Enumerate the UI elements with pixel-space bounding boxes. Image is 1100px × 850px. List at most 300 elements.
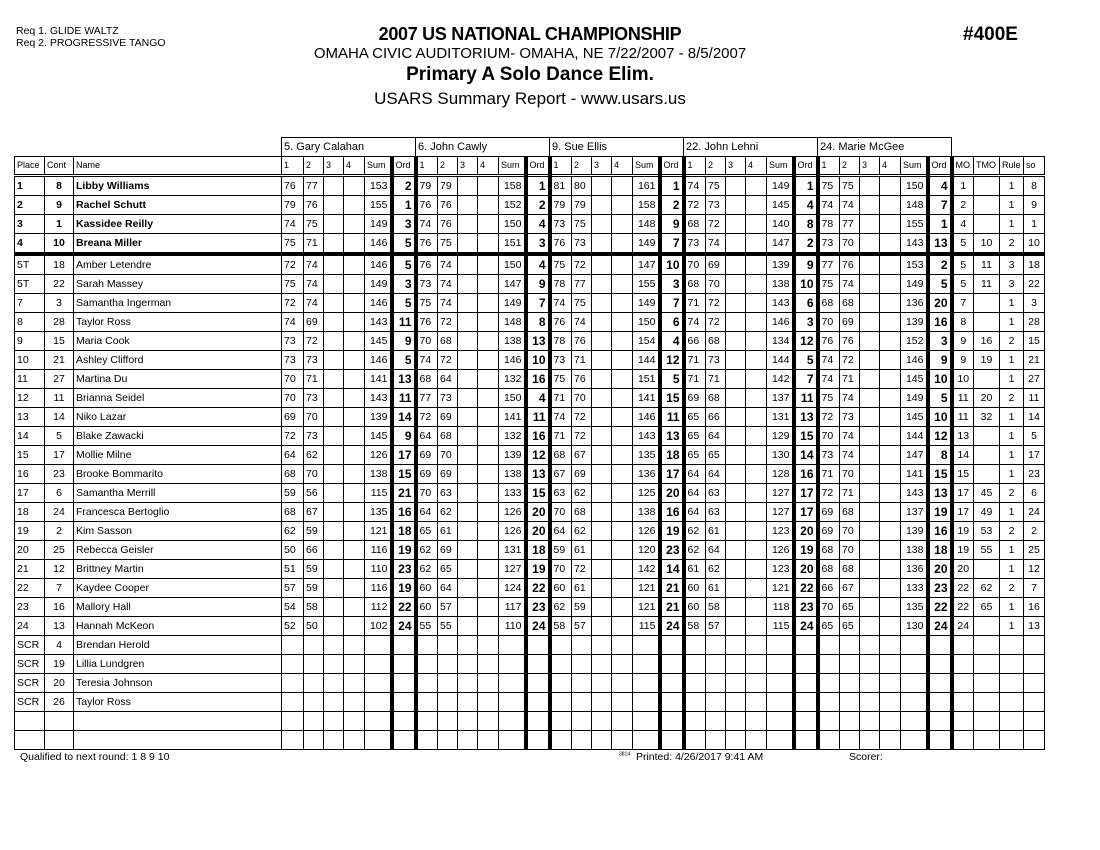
ordinal-cell <box>928 655 952 674</box>
score-cell: 71 <box>304 370 324 389</box>
cont-cell: 26 <box>45 693 74 712</box>
score-cell: 74 <box>840 389 860 408</box>
score-cell <box>746 731 767 750</box>
sum-cell: 131 <box>767 408 794 427</box>
table-row <box>15 215 1045 234</box>
score-cell <box>612 332 633 351</box>
event-name: Primary A Solo Dance Elim. <box>406 64 654 85</box>
place-cell: 16 <box>15 465 45 484</box>
score-cell <box>726 674 746 693</box>
ordinal-cell: 15 <box>526 484 550 503</box>
score-cell <box>438 636 458 655</box>
score-cell <box>416 712 438 731</box>
so-cell: 14 <box>1024 408 1045 427</box>
score-cell <box>344 465 365 484</box>
score-cell <box>746 560 767 579</box>
score-cell: 69 <box>438 408 458 427</box>
scorer-label: Scorer: <box>849 751 883 763</box>
score-cell <box>840 655 860 674</box>
score-cell: 76 <box>572 370 592 389</box>
place-cell: 21 <box>15 560 45 579</box>
sum-cell: 145 <box>365 427 392 446</box>
cont-cell: 4 <box>45 636 74 655</box>
score-cell <box>478 541 499 560</box>
report-subtitle: USARS Summary Report - www.usars.us <box>374 89 686 108</box>
rule-cell: 1 <box>1000 196 1024 215</box>
score-cell <box>282 712 304 731</box>
score-cell <box>324 370 344 389</box>
score-cell <box>458 370 478 389</box>
score-cell: 62 <box>572 484 592 503</box>
score-cell <box>324 503 344 522</box>
score-cell <box>726 731 746 750</box>
sum-cell: 155 <box>365 196 392 215</box>
score-cell: 69 <box>818 522 840 541</box>
ordinal-cell: 10 <box>928 370 952 389</box>
col-judge-sum: Sum <box>365 157 392 176</box>
name-cell: Samantha Ingerman <box>74 294 282 313</box>
score-cell <box>880 370 901 389</box>
sum-cell: 124 <box>499 579 526 598</box>
ordinal-cell <box>526 674 550 693</box>
score-cell <box>344 636 365 655</box>
score-cell: 54 <box>282 598 304 617</box>
mo-cell: 8 <box>952 313 974 332</box>
score-cell <box>684 655 706 674</box>
sum-cell <box>365 731 392 750</box>
score-cell <box>416 731 438 750</box>
col-judge-4: 4 <box>344 157 365 176</box>
sum-cell: 131 <box>499 541 526 560</box>
sum-cell <box>633 674 660 693</box>
ordinal-cell: 2 <box>928 254 952 275</box>
score-cell: 75 <box>416 294 438 313</box>
score-cell <box>344 389 365 408</box>
ordinal-cell: 11 <box>526 408 550 427</box>
score-cell <box>818 636 840 655</box>
sum-cell: 127 <box>499 560 526 579</box>
score-cell <box>592 598 612 617</box>
sum-cell: 150 <box>499 389 526 408</box>
score-cell <box>612 389 633 408</box>
sum-cell <box>901 674 928 693</box>
ordinal-cell: 18 <box>526 541 550 560</box>
mo-cell: 9 <box>952 351 974 370</box>
name-cell: Ashley Clifford <box>74 351 282 370</box>
sum-cell: 140 <box>767 215 794 234</box>
score-cell <box>818 674 840 693</box>
col-judge-1: 1 <box>684 157 706 176</box>
score-cell: 59 <box>304 579 324 598</box>
score-cell: 68 <box>840 294 860 313</box>
score-cell: 64 <box>706 541 726 560</box>
score-cell: 73 <box>818 234 840 255</box>
score-cell: 70 <box>840 541 860 560</box>
judge-name: 9. Sue Ellis <box>550 138 684 157</box>
score-cell <box>706 693 726 712</box>
sum-cell: 149 <box>901 275 928 294</box>
score-cell: 69 <box>706 254 726 275</box>
cont-cell: 22 <box>45 275 74 294</box>
score-cell <box>612 484 633 503</box>
score-cell <box>612 636 633 655</box>
score-cell <box>550 712 572 731</box>
sum-cell: 135 <box>633 446 660 465</box>
score-cell <box>592 254 612 275</box>
rule-cell: 2 <box>1000 234 1024 255</box>
score-cell: 58 <box>550 617 572 636</box>
score-cell <box>880 389 901 408</box>
col-judge-1: 1 <box>550 157 572 176</box>
ordinal-cell: 2 <box>794 234 818 255</box>
score-cell <box>282 636 304 655</box>
sum-cell: 121 <box>633 579 660 598</box>
col-judge-2: 2 <box>572 157 592 176</box>
score-cell <box>726 636 746 655</box>
score-cell <box>726 196 746 215</box>
score-cell <box>478 636 499 655</box>
score-cell: 66 <box>818 579 840 598</box>
score-cell: 69 <box>818 503 840 522</box>
score-cell <box>612 196 633 215</box>
ordinal-cell: 24 <box>660 617 684 636</box>
mo-cell: 19 <box>952 541 974 560</box>
sum-cell: 112 <box>365 598 392 617</box>
ordinal-cell: 22 <box>392 598 416 617</box>
sum-cell <box>499 712 526 731</box>
sum-cell: 136 <box>633 465 660 484</box>
score-cell <box>438 731 458 750</box>
place-cell: 1 <box>15 176 45 196</box>
sum-cell: 154 <box>633 332 660 351</box>
judge-name: 22. John Lehni <box>684 138 818 157</box>
mo-cell: 22 <box>952 579 974 598</box>
name-cell: Mollie Milne <box>74 446 282 465</box>
score-cell <box>324 275 344 294</box>
score-cell <box>344 503 365 522</box>
score-cell <box>612 579 633 598</box>
rule-cell <box>1000 636 1024 655</box>
sum-cell: 146 <box>365 234 392 255</box>
ordinal-cell <box>526 655 550 674</box>
tmo-cell <box>974 313 1000 332</box>
tmo-cell: 11 <box>974 254 1000 275</box>
so-cell: 24 <box>1024 503 1045 522</box>
score-cell <box>324 196 344 215</box>
score-cell: 75 <box>818 176 840 196</box>
score-cell <box>880 313 901 332</box>
score-cell <box>458 313 478 332</box>
score-cell: 64 <box>282 446 304 465</box>
score-cell <box>478 351 499 370</box>
mo-cell <box>952 636 974 655</box>
score-cell: 68 <box>572 503 592 522</box>
score-cell: 68 <box>840 560 860 579</box>
score-cell: 62 <box>416 541 438 560</box>
rule-cell: 2 <box>1000 484 1024 503</box>
score-cell <box>344 370 365 389</box>
sum-cell: 147 <box>633 254 660 275</box>
score-cell <box>860 234 880 255</box>
score-cell: 65 <box>840 617 860 636</box>
score-cell <box>344 484 365 503</box>
score-cell: 77 <box>840 215 860 234</box>
score-cell: 62 <box>438 503 458 522</box>
table-row <box>15 731 1045 750</box>
score-cell <box>416 693 438 712</box>
results-table <box>14 137 1045 750</box>
score-cell <box>344 446 365 465</box>
name-cell: Samantha Merrill <box>74 484 282 503</box>
sum-cell: 145 <box>767 196 794 215</box>
score-cell <box>726 370 746 389</box>
score-cell: 68 <box>550 446 572 465</box>
score-cell: 73 <box>304 351 324 370</box>
score-cell <box>726 712 746 731</box>
score-cell: 74 <box>818 351 840 370</box>
name-cell: Libby Williams <box>74 176 282 196</box>
score-cell: 77 <box>818 254 840 275</box>
so-cell: 23 <box>1024 465 1045 484</box>
score-cell <box>746 636 767 655</box>
ordinal-cell: 24 <box>392 617 416 636</box>
score-cell <box>458 541 478 560</box>
score-cell <box>324 579 344 598</box>
ordinal-cell: 16 <box>794 465 818 484</box>
table-row <box>15 636 1045 655</box>
sum-cell: 144 <box>767 351 794 370</box>
cont-cell: 18 <box>45 254 74 275</box>
score-cell: 63 <box>706 484 726 503</box>
score-cell <box>324 693 344 712</box>
table-row <box>15 427 1045 446</box>
score-cell: 62 <box>550 598 572 617</box>
place-cell: 5T <box>15 275 45 294</box>
so-cell: 7 <box>1024 579 1045 598</box>
sum-cell: 142 <box>767 370 794 389</box>
score-cell: 74 <box>818 370 840 389</box>
sum-cell: 146 <box>633 408 660 427</box>
score-cell <box>344 674 365 693</box>
cont-cell: 14 <box>45 408 74 427</box>
ordinal-cell <box>660 731 684 750</box>
ordinal-cell: 24 <box>526 617 550 636</box>
ordinal-cell: 4 <box>928 176 952 196</box>
rule-cell: 1 <box>1000 427 1024 446</box>
score-cell <box>880 196 901 215</box>
tmo-cell <box>974 636 1000 655</box>
score-cell: 68 <box>818 294 840 313</box>
score-cell: 70 <box>572 389 592 408</box>
place-cell: 13 <box>15 408 45 427</box>
cont-cell: 21 <box>45 351 74 370</box>
sum-cell: 155 <box>901 215 928 234</box>
score-cell <box>324 408 344 427</box>
sum-cell: 147 <box>901 446 928 465</box>
score-cell <box>880 579 901 598</box>
cont-cell: 27 <box>45 370 74 389</box>
score-cell: 70 <box>706 275 726 294</box>
score-cell <box>706 655 726 674</box>
mo-cell: 22 <box>952 598 974 617</box>
score-cell: 61 <box>706 579 726 598</box>
place-cell <box>15 712 45 731</box>
score-cell <box>550 636 572 655</box>
ordinal-cell: 19 <box>526 560 550 579</box>
ordinal-cell <box>794 693 818 712</box>
name-cell: Kim Sasson <box>74 522 282 541</box>
rule-cell: 1 <box>1000 176 1024 196</box>
score-cell <box>726 693 746 712</box>
score-cell <box>344 712 365 731</box>
cont-cell: 1 <box>45 215 74 234</box>
ordinal-cell: 6 <box>660 313 684 332</box>
score-cell: 76 <box>572 332 592 351</box>
score-cell <box>344 408 365 427</box>
place-cell: SCR <box>15 636 45 655</box>
score-cell: 75 <box>282 275 304 294</box>
so-cell: 6 <box>1024 484 1045 503</box>
score-cell <box>478 674 499 693</box>
score-cell: 65 <box>416 522 438 541</box>
ordinal-cell: 4 <box>526 215 550 234</box>
ordinal-cell: 10 <box>526 351 550 370</box>
ordinal-cell: 15 <box>928 465 952 484</box>
ordinal-cell: 20 <box>928 560 952 579</box>
score-cell <box>458 254 478 275</box>
score-cell <box>572 731 592 750</box>
col-place: Place <box>15 157 45 176</box>
sum-cell: 145 <box>901 408 928 427</box>
ordinal-cell: 15 <box>794 427 818 446</box>
col-judge-ord: Ord <box>526 157 550 176</box>
score-cell: 61 <box>684 560 706 579</box>
so-cell <box>1024 636 1045 655</box>
score-cell: 57 <box>282 579 304 598</box>
score-cell: 68 <box>438 427 458 446</box>
score-cell: 69 <box>304 313 324 332</box>
score-cell <box>592 313 612 332</box>
score-cell: 66 <box>706 408 726 427</box>
score-cell: 73 <box>572 234 592 255</box>
ordinal-cell: 9 <box>794 254 818 275</box>
mo-cell: 13 <box>952 427 974 446</box>
score-cell <box>592 427 612 446</box>
mo-cell <box>952 712 974 731</box>
col-tmo: TMO <box>974 157 1000 176</box>
ordinal-cell: 10 <box>660 254 684 275</box>
mo-cell: 14 <box>952 446 974 465</box>
ordinal-cell: 24 <box>928 617 952 636</box>
ordinal-cell <box>392 712 416 731</box>
score-cell <box>612 427 633 446</box>
score-cell <box>818 712 840 731</box>
mo-cell: 19 <box>952 522 974 541</box>
score-cell: 75 <box>550 254 572 275</box>
score-cell <box>458 294 478 313</box>
ordinal-cell: 2 <box>526 196 550 215</box>
score-cell <box>344 598 365 617</box>
score-cell: 60 <box>416 579 438 598</box>
score-cell: 76 <box>550 313 572 332</box>
sum-cell: 127 <box>767 484 794 503</box>
so-cell <box>1024 693 1045 712</box>
sum-cell <box>901 712 928 731</box>
score-cell <box>746 389 767 408</box>
score-cell <box>746 598 767 617</box>
score-cell: 68 <box>416 370 438 389</box>
sum-cell: 102 <box>365 617 392 636</box>
col-judge-ord: Ord <box>660 157 684 176</box>
score-cell <box>860 332 880 351</box>
score-cell: 72 <box>706 294 726 313</box>
score-cell <box>818 731 840 750</box>
mo-cell <box>952 731 974 750</box>
score-cell <box>592 541 612 560</box>
score-cell: 69 <box>684 389 706 408</box>
col-judge-ord: Ord <box>794 157 818 176</box>
score-cell <box>726 215 746 234</box>
score-cell <box>344 332 365 351</box>
score-cell <box>478 408 499 427</box>
score-cell: 70 <box>282 370 304 389</box>
mo-cell: 17 <box>952 503 974 522</box>
score-cell <box>726 427 746 446</box>
score-cell <box>592 234 612 255</box>
place-cell: 24 <box>15 617 45 636</box>
score-cell: 72 <box>282 427 304 446</box>
score-cell: 66 <box>304 541 324 560</box>
score-cell <box>550 693 572 712</box>
score-cell: 59 <box>282 484 304 503</box>
score-cell <box>324 560 344 579</box>
col-judge-3: 3 <box>592 157 612 176</box>
place-cell: 17 <box>15 484 45 503</box>
sum-cell <box>365 693 392 712</box>
score-cell <box>592 446 612 465</box>
score-cell: 52 <box>282 617 304 636</box>
sum-cell: 143 <box>633 427 660 446</box>
sum-cell <box>767 712 794 731</box>
col-judge-2: 2 <box>438 157 458 176</box>
score-cell <box>880 674 901 693</box>
score-cell <box>324 446 344 465</box>
mo-cell: 5 <box>952 275 974 294</box>
sum-cell: 158 <box>633 196 660 215</box>
sum-cell <box>499 674 526 693</box>
table-row <box>15 408 1045 427</box>
score-cell <box>880 446 901 465</box>
score-cell <box>746 503 767 522</box>
score-cell: 65 <box>438 560 458 579</box>
score-cell: 62 <box>304 446 324 465</box>
ordinal-cell: 9 <box>392 332 416 351</box>
score-cell <box>684 636 706 655</box>
place-cell: 8 <box>15 313 45 332</box>
ordinal-cell <box>794 655 818 674</box>
name-cell: Taylor Ross <box>74 313 282 332</box>
mo-cell: 1 <box>952 176 974 196</box>
score-cell: 76 <box>304 196 324 215</box>
score-cell <box>612 541 633 560</box>
ordinal-cell: 1 <box>794 176 818 196</box>
score-cell <box>478 655 499 674</box>
sum-cell: 146 <box>365 294 392 313</box>
sum-cell: 158 <box>499 176 526 196</box>
score-cell <box>726 408 746 427</box>
score-cell <box>550 731 572 750</box>
score-cell <box>478 196 499 215</box>
